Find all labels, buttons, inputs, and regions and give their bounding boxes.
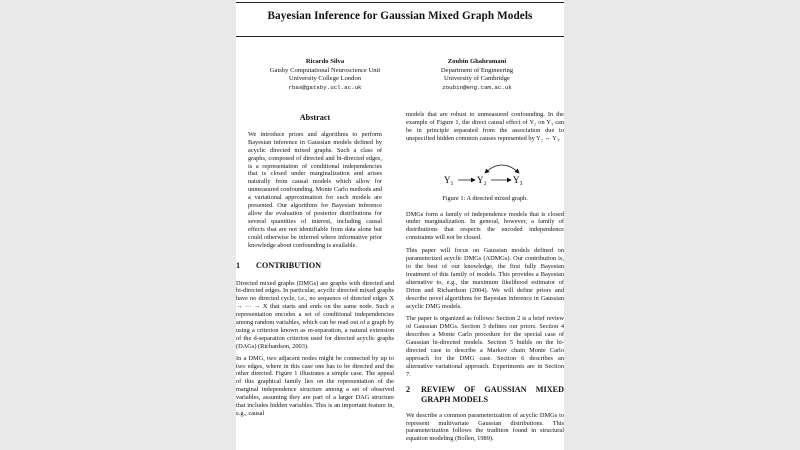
section-heading xyxy=(406,385,564,405)
author-name: Ricardo Silva xyxy=(305,58,345,65)
node-label: Y₃ xyxy=(513,174,523,185)
body-paragraph: Directed mixed graphs (DMGs) are graphs with directed and bi-directed edges. In particular, acyclic directed mixed graphs have no directed cycle, i.e., no sequence of directed edges X → ··· → X that starts and ends on the same node. Such a representation encodes a set of conditional independencies among random variables, which can be read out of a graph by using a criterion known as m-separation, a natural extension of the d-separation criterion used for directed acyclic graphs (DAGs) (Richardson, 2003). xyxy=(236,279,394,350)
paper-title: Bayesian Inference for Gaussian Mixed Graph Models xyxy=(267,10,533,22)
author-name: Zoubin Ghahramani xyxy=(447,58,507,65)
author-block xyxy=(250,58,400,92)
title-rule xyxy=(236,36,564,37)
body-paragraph: In a DMG, two adjacent nodes might be connected by up to two edges, where in this case one has to be directed and the other directed. Figure 1 illustrates a simple case. The appeal of this graphical family lies on the representation of the marginal independence structure among a set of observed variables, assuming they are part of a larger DAG structure that includes hidden variables. This is an important feature in, e.g., causal xyxy=(236,354,394,417)
body-paragraph: The paper is organized as follows: Section 2 is a brief review of Gaussian DMGs. Section 3 defines our priors. Section 4 describes a Monte Carlo procedure for the special case of Gaussian bi-directed models. Section 5 builds on the bi-directed case to describe a Markov chain Monte Carlo approach for the DMG case. Section 6 describes an alternative variational approach. Experiments are in Section 7. xyxy=(406,315,564,378)
abstract-text: We introduce priors and algorithms to perform Bayesian inference in Gaussian models defined by acyclic directed mixed graphs. Such a class of graphs, composed of directed and bi-directed edges, is a representation of conditional independencies that is closed under marginalization and arises naturally from causal models which allow for unmeasured confounding. Monte Carlo methods and a variational approximation for such models are presented. Our algorithms for Bayesian inference allow the evaluation of posterior distributions for several quantities of interest, including causal effects that are not identifiable from data alone but could otherwise be inferred where informative prior knowledge about confounding is available. xyxy=(248,130,382,249)
mixed-graph-diagram xyxy=(406,149,564,193)
node-label: Y₂ xyxy=(477,174,487,185)
body-paragraph: We describe a common parameterization of acyclic DMGs to represent multivariate Gaussian distributions. This parameterization follows the tradition found in structural equation modeling (Bollen, 1989). xyxy=(406,411,564,443)
paper-page xyxy=(236,0,564,450)
body-paragraph: models that are robust to unmeasured confounding. In the example of Figure 1, the direct causal effect of Y₂ on Y₃ can be in principle separated from the association due to unspecified hidden common causes represented by Y₂ ↔ Y₃. xyxy=(406,111,564,142)
right-column xyxy=(406,111,564,447)
top-rule xyxy=(236,2,564,3)
abstract-section xyxy=(236,114,394,250)
abstract-heading: Abstract xyxy=(299,113,331,122)
author-affiliation: University College London xyxy=(288,75,362,82)
body-paragraph: DMGs form a family of independence models that is closed under marginalization. In general, however, a family of distributions that respects the encoded independence constraints will not be closed. xyxy=(406,210,564,242)
author-affiliation: Gatsby Computational Neuroscience Unit xyxy=(269,66,381,74)
author-affiliation: Department of Engineering xyxy=(440,66,514,74)
section-heading xyxy=(236,261,394,271)
section-title: CONTRIBUTION xyxy=(256,260,322,270)
author-email: zoubin@eng.cam.ac.uk xyxy=(442,83,512,91)
bidirected-edge xyxy=(485,165,519,173)
section-number: 2 xyxy=(406,384,411,394)
node-label: Y₁ xyxy=(444,174,454,185)
figure-caption: Figure 1: A directed mixed graph. xyxy=(442,194,528,202)
section-title: REVIEW OF GAUSSIAN MIXED GRAPH MODELS xyxy=(420,384,564,404)
author-block xyxy=(402,58,552,92)
author-email: rbas@gatsby.ucl.ac.uk xyxy=(288,83,362,91)
author-affiliation: University of Cambridge xyxy=(444,75,510,82)
left-column xyxy=(236,110,394,422)
figure-1 xyxy=(406,149,564,193)
body-paragraph: This paper will focus on Gaussian models defined on parameterized acyclic DMGs (ADMGs). Our contribution is, to the best of our knowledge, the first fully Bayesian treatment of this family of models. This provides a Bayesian alternative to, e.g., the maximum likelihood estimator of Drton and Richardson (2004). We will define priors and describe novel algorithms for Bayesian inference in Gaussian acyclic DMG models. xyxy=(406,247,564,310)
section-number: 1 xyxy=(236,260,241,270)
